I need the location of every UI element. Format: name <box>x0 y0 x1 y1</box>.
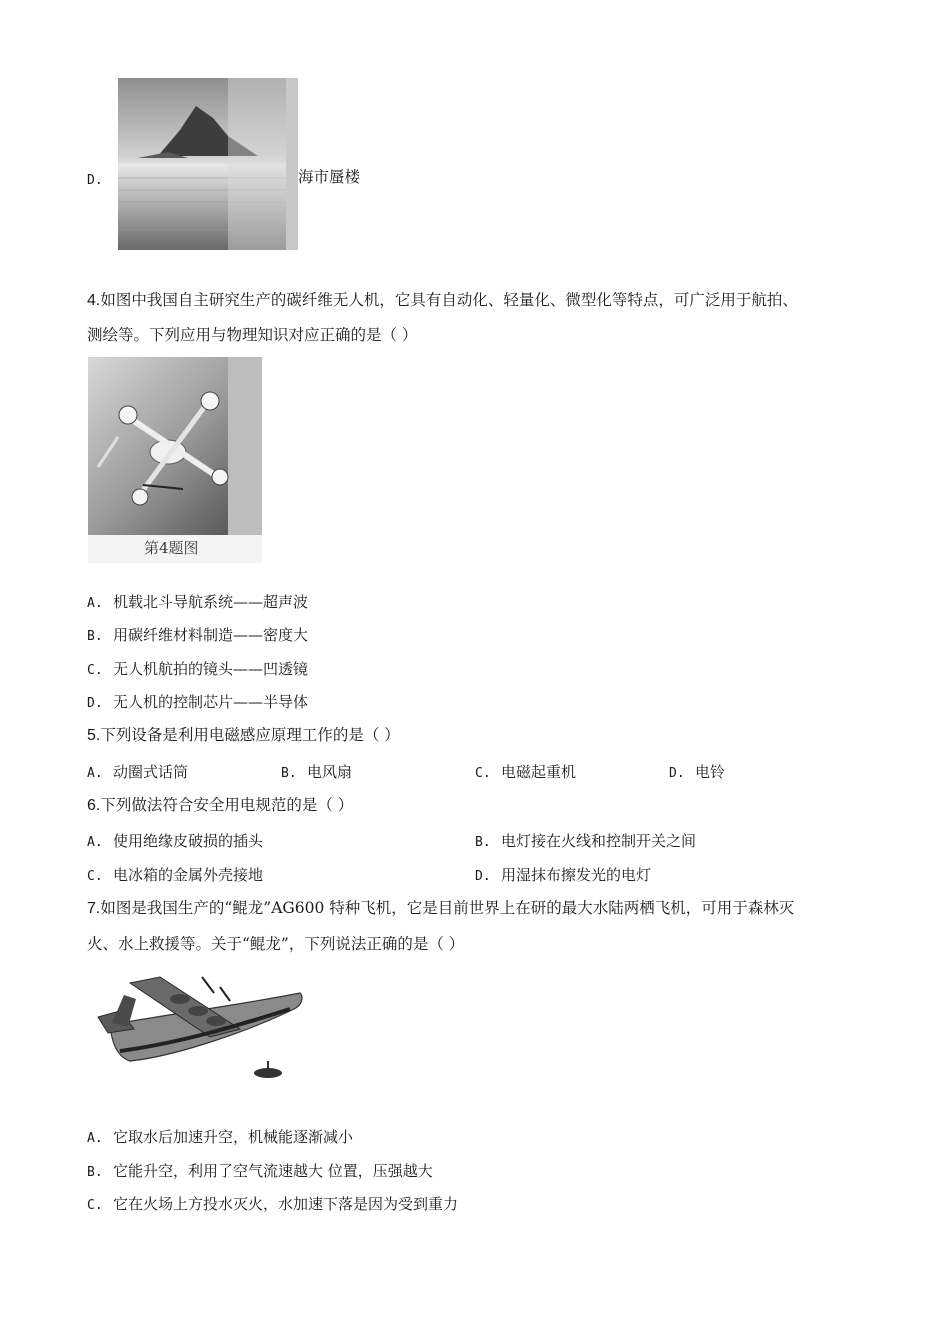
option-d-caption: 海市蜃楼 <box>298 168 361 186</box>
question-7-number: 7. <box>87 900 101 917</box>
drone-figure-caption: 第4题图 <box>144 539 199 557</box>
question-5-option-c: C. 电磁起重机 <box>475 763 577 781</box>
question-7-stem-line2: 火、水上救援等。关于“鲲龙”，下列说法正确的是（ ） <box>87 935 465 953</box>
question-7-option-c: C. 它在火场上方投水灭火，水加速下落是因为受到重力 <box>87 1195 459 1213</box>
question-6-number: 6. <box>87 797 101 814</box>
question-4-stem-line1 <box>87 289 798 312</box>
question-5-option-a: A. 动圈式话筒 <box>87 763 189 781</box>
question-4-option-b: B. 用碳纤维材料制造——密度大 <box>87 626 309 644</box>
question-4-option-a: A. 机载北斗导航系统——超声波 <box>87 593 309 611</box>
question-6-option-d: D. 用湿抹布擦发光的电灯 <box>475 866 652 884</box>
question-7-stem-line1: 7.如图是我国生产的“鲲龙”AG600 特种飞机，它是目前世界上在研的最大水陆两栖飞机，可用于森林灭 <box>87 899 795 917</box>
option-d-letter: D. <box>87 173 103 188</box>
question-7-option-b: B. 它能升空，利用了空气流速越大 位置，压强越大 <box>87 1162 433 1180</box>
question-5-number: 5. <box>87 727 101 744</box>
drone-image <box>88 357 262 563</box>
question-7-option-a: A. 它取水后加速升空，机械能逐渐减小 <box>87 1128 354 1146</box>
question-4-text-1: 如图中我国自主研究生产的碳纤维无人机，它具有自动化、轻量化、微型化等特点，可广泛用于航拍、 <box>100 291 798 309</box>
question-6-option-b: B. 电灯接在火线和控制开关之间 <box>475 832 697 850</box>
question-4-option-d: D. 无人机的控制芯片——半导体 <box>87 693 309 711</box>
question-5-option-d: D. 电铃 <box>669 763 726 781</box>
question-4-stem-line2: 测绘等。下列应用与物理知识对应正确的是（ ） <box>87 326 418 344</box>
question-6-option-a: A. 使用绝缘皮破损的插头 <box>87 832 264 850</box>
question-5-stem: 5.下列设备是利用电磁感应原理工作的是（ ） <box>87 726 400 744</box>
seaplane-image <box>90 965 310 1093</box>
mirage-image <box>118 78 298 250</box>
question-5-option-b: B. 电风扇 <box>281 763 353 781</box>
question-6-option-c: C. 电冰箱的金属外壳接地 <box>87 866 264 884</box>
question-4-option-c: C. 无人机航拍的镜头——凹透镜 <box>87 660 309 678</box>
question-4-number: 4. <box>87 292 101 309</box>
question-6-stem: 6.下列做法符合安全用电规范的是（ ） <box>87 796 354 814</box>
